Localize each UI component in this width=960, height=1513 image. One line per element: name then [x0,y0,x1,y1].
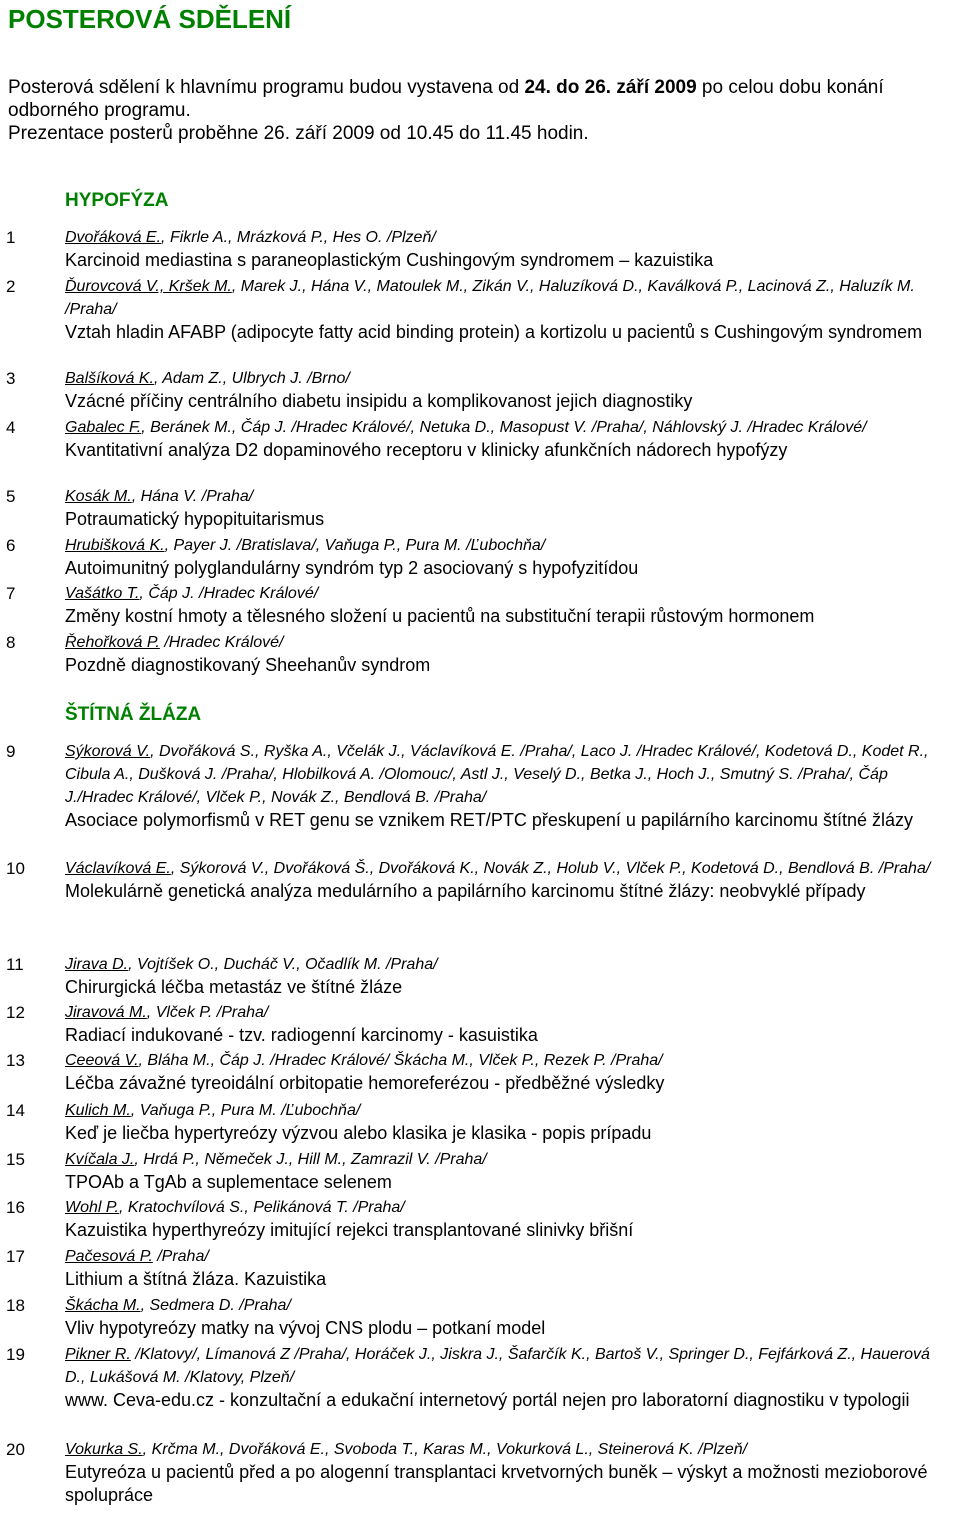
poster-authors: Wohl P., Kratochvílová S., Pelikánová T. /Praha/ [65,1199,405,1216]
poster-authors: Balšíková K., Adam Z., Ulbrych J. /Brno/ [65,370,350,387]
poster-number: 3 [6,369,16,388]
intro-line-2: Prezentace posterů proběhne 26. září 2009 od 10.45 do 11.45 hodin. [8,123,589,144]
poster-entry [0,1438,960,1507]
poster-entry [0,631,960,677]
presenting-author: Pačesová P. [65,1248,153,1265]
poster-number: 18 [6,1296,25,1315]
poster-authors: Vašátko T., Čáp J. /Hradec Králové/ [65,585,319,602]
presenting-author: Řehořková P. [65,634,160,651]
poster-authors: Jiravová M., Vlček P. /Praha/ [65,1004,269,1021]
presenting-author: Balšíková K. [65,370,154,387]
presenting-author: Sýkorová V. [65,743,151,760]
poster-title: Pozdně diagnostikovaný Sheehanův syndrom [65,655,431,675]
presenting-author: Dvořáková E. [65,229,162,246]
poster-number: 14 [6,1101,25,1120]
presenting-author: Ďurovcová V., Kršek M. [65,278,232,295]
poster-authors: Sýkorová V., Dvořáková S., Ryška A., Včelák J., Václavíková E. /Praha/, Laco J. /Hradec Králové/, Kodetová D., Kodet R., Cibula A., Dušková J. /Praha/, Hlobilková A. /Olomouc/, Astl J., Veselý D., Betka J., Hoch J., Smutný S. /Praha/, Čáp J./Hradec Králové/, Vlček P., Novák Z., Bendlová B. /Praha/ [65,743,929,806]
presenting-author: Jiravová M. [65,1004,147,1021]
poster-entry [0,1099,960,1145]
presenting-author: Vašátko T. [65,585,140,602]
presenting-author: Václavíková E. [65,860,171,877]
poster-entry [0,1245,960,1291]
poster-entry [0,1294,960,1340]
poster-entry [0,1343,960,1412]
poster-title: Keď je liečba hypertyreózy výzvou alebo klasika je klasika - popis prípadu [65,1123,652,1143]
poster-title: Radiací indukované - tzv. radiogenní karcinomy - kasuistika [65,1025,538,1045]
poster-title: Potraumatický hypopituitarismus [65,509,325,529]
poster-authors: Škácha M., Sedmera D. /Praha/ [65,1297,291,1314]
presenting-author: Škácha M. [65,1297,141,1314]
poster-title: Kazuistika hyperthyreózy imitující rejekci transplantované slinivky břišní [65,1220,634,1240]
poster-title: Vliv hypotyreózy matky na vývoj CNS plodu – potkaní model [65,1318,546,1338]
poster-entry [0,953,960,999]
presenting-author: Kulich M. [65,1102,131,1119]
poster-authors: Kosák M., Hána V. /Praha/ [65,488,254,505]
section-heading-stitna-zlaza: ŠTÍTNÁ ŽLÁZA [65,704,202,725]
presenting-author: Hrubišková K. [65,537,165,554]
poster-entry [0,582,960,628]
poster-entry [0,740,960,832]
poster-number: 7 [6,584,16,603]
poster-number: 8 [6,633,16,652]
poster-title: Změny kostní hmoty a tělesného složení u pacientů na substituční terapii růstovým hormonem [65,606,815,626]
poster-entry [0,534,960,580]
poster-authors: Vokurka S., Krčma M., Dvořáková E., Svoboda T., Karas M., Vokurková L., Steinerová K. /Plzeň/ [65,1441,748,1458]
poster-title: Karcinoid mediastina s paraneoplastickým Cushingovým syndromem – kazuistika [65,250,714,270]
poster-number: 11 [6,955,24,974]
poster-title: Léčba závažné tyreoidální orbitopatie hemoreferézou - předběžné výsledky [65,1073,665,1093]
poster-number: 13 [6,1051,25,1070]
poster-number: 5 [6,487,16,506]
section-heading-hypofyza: HYPOFÝZA [65,190,169,211]
poster-authors: Pačesová P. /Praha/ [65,1248,209,1265]
poster-number: 4 [6,418,16,437]
poster-authors: Jirava D., Vojtíšek O., Ducháč V., Očadlík M. /Praha/ [65,956,438,973]
presenting-author: Kosák M. [65,488,132,505]
poster-number: 15 [6,1150,25,1169]
presenting-author: Kvíčala J. [65,1151,135,1168]
poster-authors: Kvíčala J., Hrdá P., Němeček J., Hill M., Zamrazil V. /Praha/ [65,1151,487,1168]
poster-title: www. Ceva-edu.cz - konzultační a edukační internetový portál nejen pro laboratorní diagnostiku v typologii [65,1390,910,1410]
intro-paragraph [8,76,948,145]
poster-entry [0,416,960,462]
poster-authors: Gabalec F., Beránek M., Čáp J. /Hradec Králové/, Netuka D., Masopust V. /Praha/, Náhlovský J. /Hradec Králové/ [65,419,867,436]
poster-entry [0,1049,960,1095]
page-title: POSTEROVÁ SDĚLENÍ [8,4,292,34]
poster-authors: Václavíková E., Sýkorová V., Dvořáková Š., Dvořáková K., Novák Z., Holub V., Vlček P., Kodetová D., Bendlová B. /Praha/ [65,860,931,877]
poster-number: 17 [6,1247,25,1266]
poster-number: 2 [6,277,16,296]
poster-title: Vzácné příčiny centrálního diabetu insipidu a komplikovanost jejich diagnostiky [65,391,693,411]
poster-number: 6 [6,536,16,555]
poster-entry [0,226,960,272]
poster-title: Autoimunitný polyglandulárny syndróm typ 2 asociovaný s hypofyzitídou [65,558,639,578]
poster-title: Vztah hladin AFABP (adipocyte fatty acid binding protein) a kortizolu u pacientů s Cushingovým syndromem [65,322,923,342]
poster-authors: Řehořková P. /Hradec Králové/ [65,634,284,651]
poster-title: Molekulárně genetická analýza medulárního a papilárního karcinomu štítné žlázy: neobvyklé případy [65,881,866,901]
poster-title: Lithium a štítná žláza. Kazuistika [65,1269,327,1289]
poster-authors: Ďurovcová V., Kršek M., Marek J., Hána V., Matoulek M., Zikán V., Haluzíková D., Kaválková P., Lacinová Z., Haluzík M. /Praha/ [65,278,915,318]
poster-number: 16 [6,1198,25,1217]
poster-authors: Pikner R. /Klatovy/, Límanová Z /Praha/, Horáček J., Jiskra J., Šafarčík K., Bartoš V., Springer D., Fejfárková Z., Hauerová D., Lukášová M. /Klatovy, Plzeň/ [65,1346,930,1386]
poster-title: Chirurgická léčba metastáz ve štítné žláze [65,977,403,997]
poster-entry [0,367,960,413]
presenting-author: Vokurka S. [65,1441,143,1458]
poster-title: TPOAb a TgAb a suplementace selenem [65,1172,392,1192]
poster-entry [0,485,960,531]
poster-number: 20 [6,1440,25,1459]
poster-number: 1 [6,228,16,247]
poster-authors: Kulich M., Vaňuga P., Pura M. /Ľubochňa/ [65,1102,361,1119]
poster-title: Asociace polymorfismů v RET genu se vznikem RET/PTC přeskupení u papilárního karcinomu štítné žlázy [65,810,914,830]
poster-number: 19 [6,1345,25,1364]
poster-authors: Dvořáková E., Fikrle A., Mrázková P., Hes O. /Plzeň/ [65,229,436,246]
presenting-author: Gabalec F. [65,419,142,436]
poster-entry [0,857,960,903]
intro-line-1: Posterová sdělení k hlavnímu programu budou vystavena od 24. do 26. září 2009 po celou dobu konání odborného programu. [8,77,884,121]
poster-authors: Hrubišková K., Payer J. /Bratislava/, Vaňuga P., Pura M. /Ľubochňa/ [65,537,546,554]
poster-number: 9 [6,742,16,761]
poster-entry [0,275,960,344]
poster-entry [0,1001,960,1047]
poster-authors: Ceeová V., Bláha M., Čáp J. /Hradec Králové/ Škácha M., Vlček P., Rezek P. /Praha/ [65,1052,663,1069]
poster-entry [0,1196,960,1242]
presenting-author: Wohl P. [65,1199,119,1216]
exhibition-dates: 24. do 26. září 2009 [524,77,697,98]
poster-title: Kvantitativní analýza D2 dopaminového receptoru v klinicky afunkčních nádorech hypofýzy [65,440,788,460]
poster-number: 12 [6,1003,25,1022]
poster-title: Eutyreóza u pacientů před a po alogenní transplantaci krvetvorných buněk – výskyt a možnosti mezioborové spolupráce [65,1462,928,1505]
presenting-author: Jirava D. [65,956,129,973]
presenting-author: Pikner R. [65,1346,131,1363]
presenting-author: Ceeová V. [65,1052,139,1069]
poster-entry [0,1148,960,1194]
poster-number: 10 [6,859,25,878]
